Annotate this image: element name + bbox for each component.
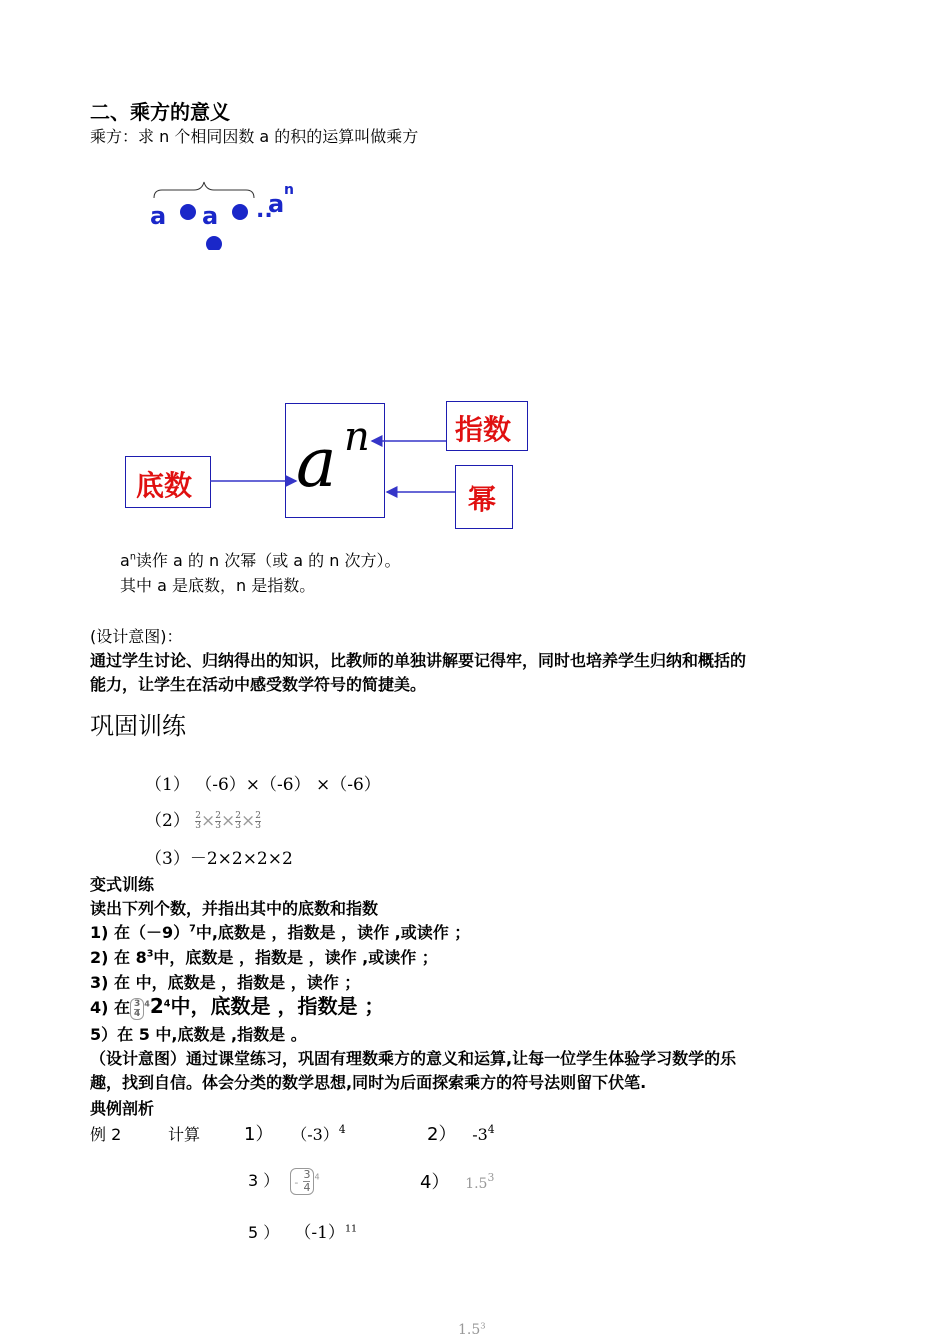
practice-item-2: （2） $\frac{2}{3}$ × $\frac{2}{3}$ × $\frac{2}{3}$ × $\frac{2}{3}$ [145,811,261,831]
factor-a-1: a [150,202,167,230]
factor-a-2: a [202,202,219,230]
diagram-arrows [0,0,950,560]
fraction: $\frac{2}{3}$ [215,811,221,831]
design-intent2-line-1: （设计意图）通过课堂练习，巩固有理数乘方的意义和运算,让每一位学生体验学习数学的乐 [90,1049,737,1068]
definition-text: 乘方：求 n 个相同因数 a 的积的运算叫做乘方 [90,127,419,146]
read-exp: n [129,551,136,563]
example-item-5: 5 ） $(-1)^{11}$ [248,1223,358,1243]
example-2-action: 计算 [168,1125,201,1144]
design-intent-title: (设计意图)： [90,627,183,646]
example-item-1: 1） $(-3)^4$ [244,1123,346,1145]
example-2-label: 例 2 [90,1125,122,1144]
result-exponent: n [284,182,294,198]
read-base: a [120,551,130,570]
practice-title: 巩固训练 [90,712,186,740]
variant-5: 5）在 5 中,底数是 ,指数是 。 [90,1025,307,1044]
practice-item-3: （3）－2×2×2×2 [145,849,293,869]
power-label: 幂 [468,483,497,516]
example-item-2: 2） $-3^4$ [427,1123,495,1145]
practice-item-1: （1） （-6）×（-6） ×（-6） [145,775,381,795]
variant-3: 3) 在 中，底数是 ，指数是 ，读作 ； [90,973,361,992]
example-item-3: 3 ） - $\frac{3}{4}$ $^4$ [248,1168,320,1194]
power-exponent-n: n [344,414,370,460]
variant-4: 4) 在 $\frac{3}{4}$ $^42^4$中，底数是 ，指数是 ； [90,994,385,1019]
read-text: 读作 a 的 n 次幂（或 a 的 n 次方）。 [135,551,401,570]
fraction: $\frac{2}{3}$ [235,811,241,831]
where-line: 其中 a 是底数，n 是指数。 [120,576,316,595]
power-base-a: a [296,424,337,503]
variant-1: 1) 在$(-9)^7$中,底数是 ，指数是 ，读作 ,或读作 ； [90,923,471,942]
result-base: a [268,190,285,218]
variant-title: 变式训练 [90,875,155,894]
design-intent-line-2: 能力，让学生在活动中感受数学符号的简捷美。 [90,675,427,694]
read-line [120,548,401,571]
ellipsis-dots: .. [256,198,273,223]
base-label: 底数 [136,469,193,502]
fraction-parens: $\frac{3}{4}$ [130,998,144,1020]
examples-title: 典例剖析 [90,1099,155,1118]
fraction-parens: - $\frac{3}{4}$ [290,1168,314,1195]
section-title: 二、乘方的意义 [90,100,230,124]
design-intent2-line-2: 趣，找到自信。体会分类的数学思想,同时为后面探索乘方的符号法则留下伏笔. [90,1073,647,1092]
example-item-4: 4） $1.5^3$ [420,1171,495,1193]
practice-item-2-label: （2） [145,811,190,831]
variant-intro: 读出下列个数，并指出其中的底数和指数 [90,899,379,918]
footer-expression: $1.5^3$ [458,1320,486,1338]
design-intent-line-1: 通过学生讨论、归纳得出的知识，比教师的单独讲解要记得牢，同时也培养学生归纳和概括的 [90,651,747,670]
exponent-label: 指数 [455,413,512,446]
fraction: $\frac{2}{3}$ [195,811,201,831]
variant-2: 2) 在 $8^3$中，底数是 ，指数是 ，读作 ,或读作 ； [90,948,438,967]
fraction: $\frac{2}{3}$ [255,811,261,831]
